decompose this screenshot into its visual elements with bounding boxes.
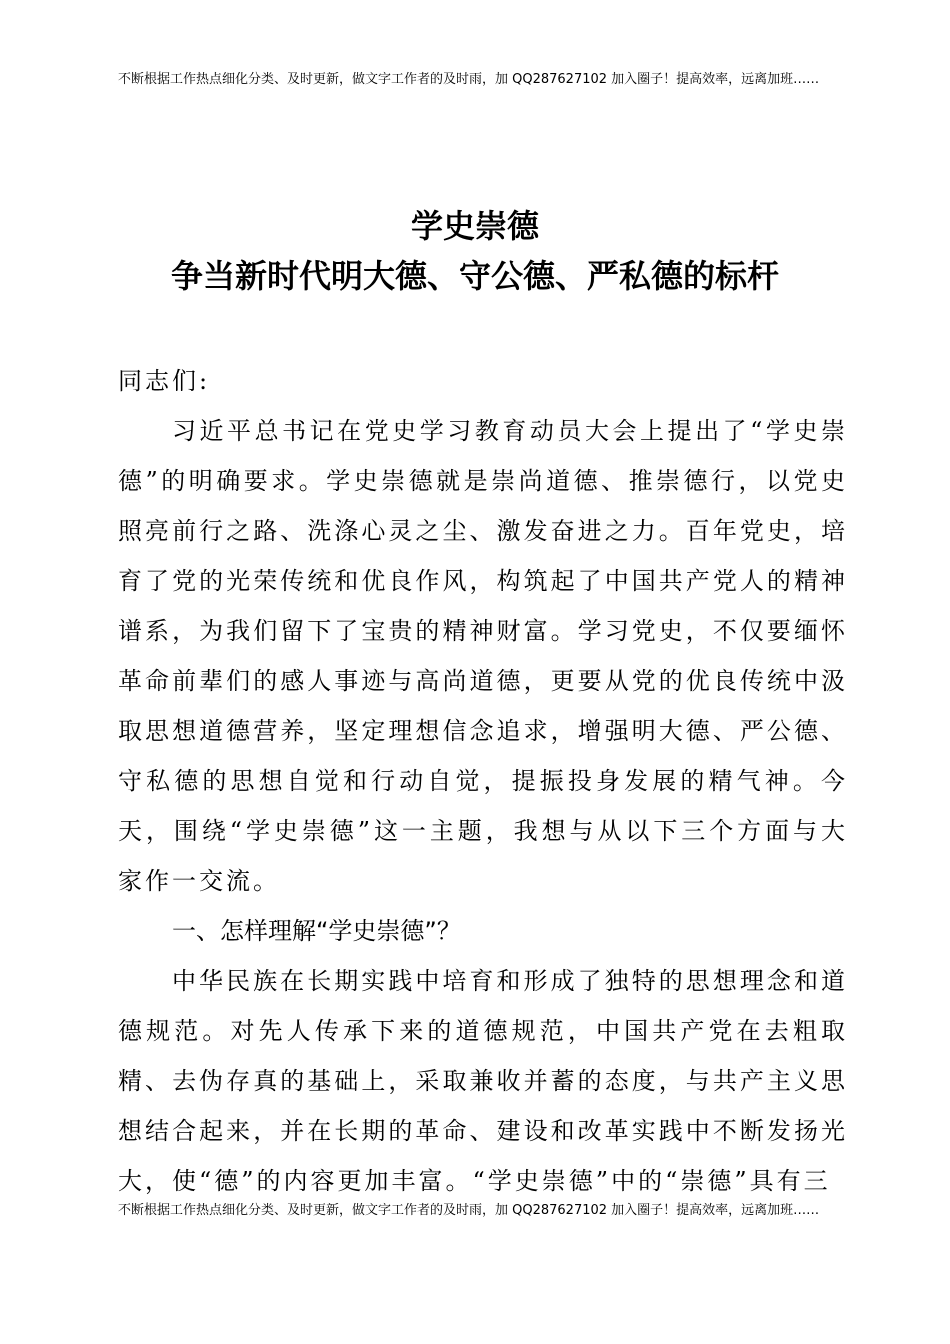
- paragraph-intro: 习近平总书记在党史学习教育动员大会上提出了“学史崇德”的明确要求。学史崇德就是崇尚道德、推崇德行，以党史照亮前行之路、洗涤心灵之尘、激发奋进之力。百年党史，培育了党的光荣传统和优良作风，构筑起了中国共产党人的精神谱系，为我们留下了宝贵的精神财富。学习党史，不仅要缅怀革命前辈们的感人事迹与高尚道德，更要从党的优良传统中汲取思想道德营养，坚定理想信念追求，增强明大德、严公德、守私德的思想自觉和行动自觉，提振投身发展的精气神。今天，围绕“学史崇德”这一主题，我想与从以下三个方面与大家作一交流。: [118, 417, 848, 895]
- section-heading-1: 一、怎样理解“学史崇德”？: [172, 917, 461, 945]
- footer-banner: 不断根据工作热点细化分类、及时更新，做文字工作者的及时雨，加 QQ287627102 加入圈子！提高效率，远离加班……: [118, 1203, 820, 1218]
- paragraph-section-1: 中华民族在长期实践中培育和形成了独特的思想理念和道德规范。对先人传承下来的道德规范，中国共产党在去粗取精、去伪存真的基础上，采取兼收并蓄的态度，与共产主义思想结合起来，并在长期的革命、建设和改革实践中不断发扬光大，使“德”的内容更加丰富。“学史崇德”中的“崇德”具有三: [118, 967, 848, 1195]
- document-title-line-2: 争当新时代明大德、守公德、严私德的标杆: [170, 257, 779, 295]
- header-banner: 不断根据工作热点细化分类、及时更新，做文字工作者的及时雨，加 QQ287627102 加入圈子！提高效率，远离加班……: [118, 72, 820, 87]
- greeting: 同志们:: [118, 367, 211, 395]
- document-title-line-1: 学史崇德: [410, 207, 539, 245]
